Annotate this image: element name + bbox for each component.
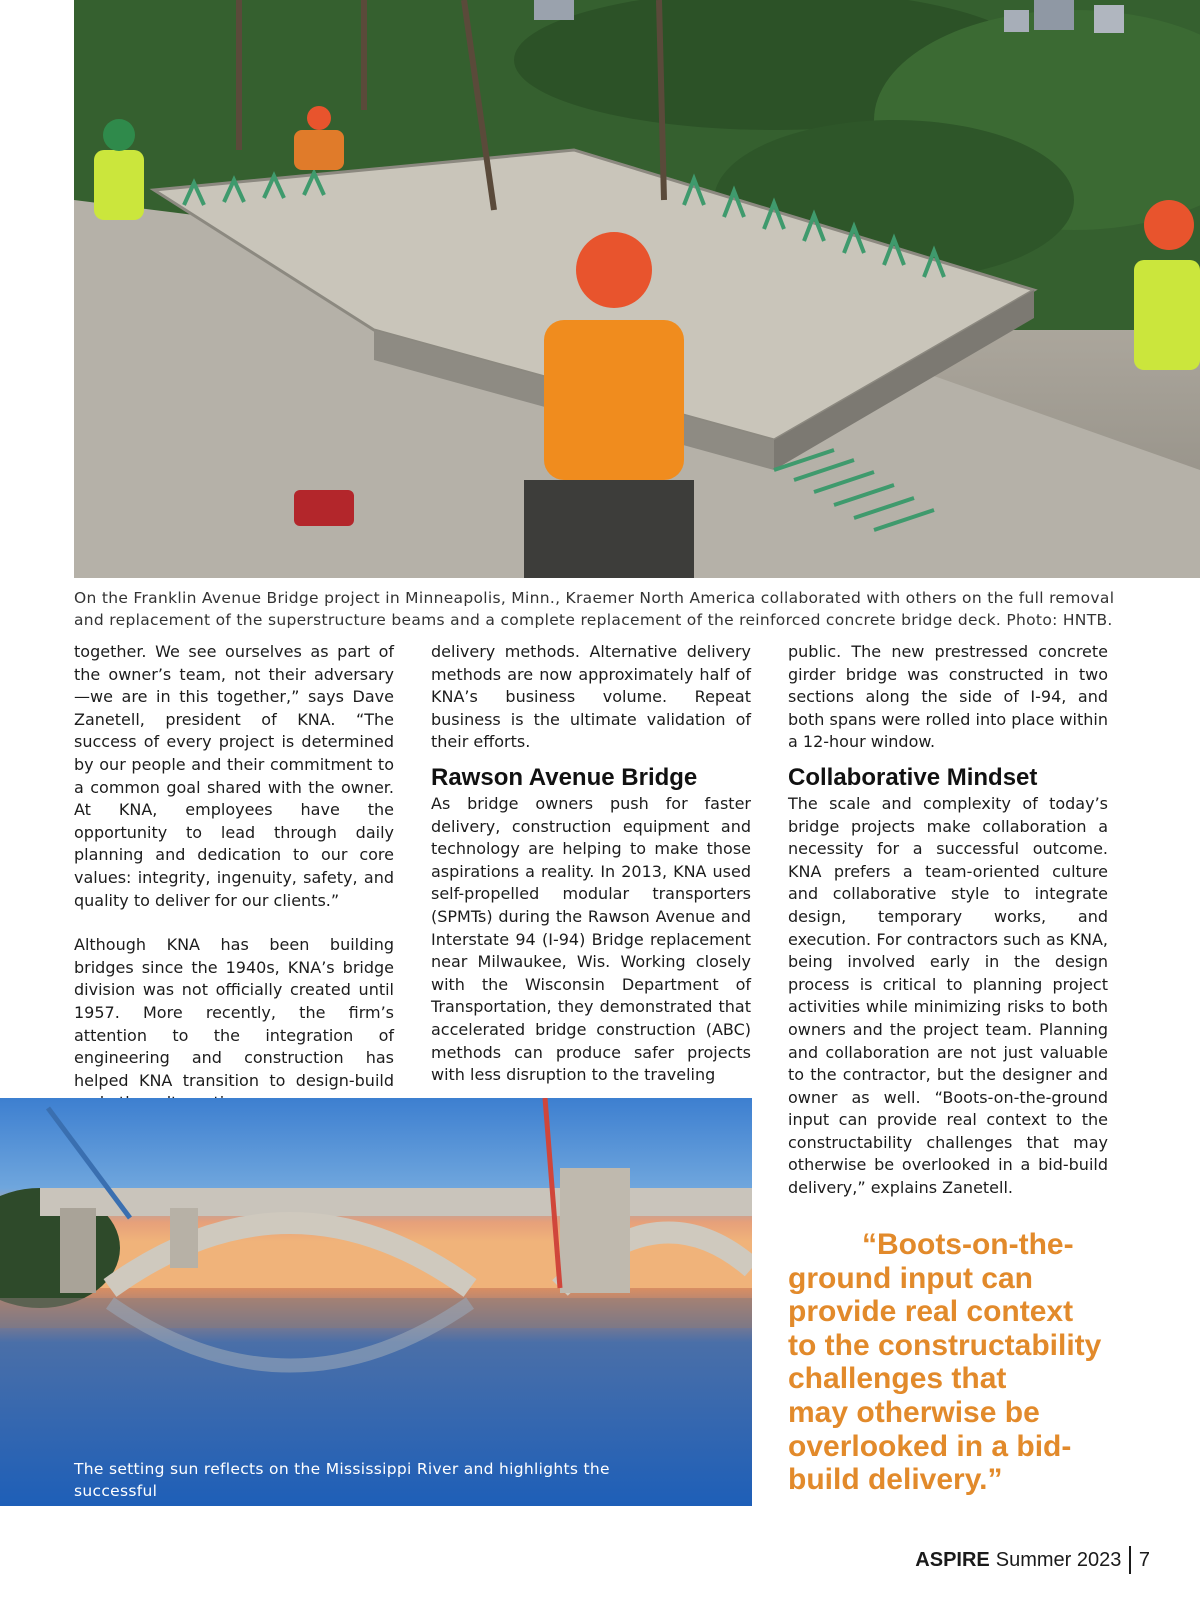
- pull-quote-line: may otherwise be: [788, 1395, 1040, 1429]
- page-footer: [915, 1546, 1150, 1574]
- caption-line: On the Franklin Avenue Bridge project in Minneapolis, Minn., Kraemer North America collaborated with others on the full removal: [74, 589, 1115, 607]
- section-heading-collaborative: Collaborative Mindset: [788, 763, 1038, 791]
- sunset-bridge-illustration: [0, 1098, 752, 1506]
- pull-quote: [788, 1228, 1118, 1497]
- magazine-name: ASPIRE: [915, 1548, 990, 1571]
- paragraph: Although KNA has been building bridges since the 1940s, KNA’s bridge division was not officially created until 1957. More recently, the firm’s attention to the integration of engineering and construction has helped KNA transition to design-build: [74, 935, 394, 1090]
- footer-divider: [1129, 1546, 1131, 1574]
- paragraph: As bridge owners push for faster delivery, construction equipment and technology are helping to make those aspirations a reality. In 2013, KNA used self-propelled modular transporters (SPMTs) during the Rawson Avenue and Interstate 94 (I-94) Bridge replacement near Milwaukee, Wis. Working closely with the Wisconsin Department of Transportation, they demonstrated that accelerated bridge construction (ABC) methods can produce safer projects with less disruption to the traveling: [431, 793, 751, 1085]
- pull-quote-line: “Boots-on-the-: [862, 1228, 1074, 1261]
- article-column-3: [788, 641, 1108, 1200]
- top-photo-caption: [74, 587, 1134, 631]
- bottom-photo-caption: [74, 1458, 694, 1524]
- paragraph: together. We see ourselves as part of the owner’s team, not their adversary—we are in this together,” says Dave Zanetell, president of KNA. “The success of every project is determined by our people and their commitment to a common goal shared with the owner. At KNA, employees have the opportunity to lead through daily planning and dedication to our core values: integrity, ingenuity, safety, and quality to deliver for our clients.”: [74, 642, 394, 910]
- issue-label: Summer 2023: [995, 1548, 1122, 1571]
- page-number: 7: [1138, 1548, 1150, 1571]
- pull-quote-line: build delivery.”: [788, 1463, 1003, 1497]
- paragraph: public. The new prestressed concrete girder bridge was constructed in two sections along the side of I-94, and both spans were rolled into place within a 12-hour window.: [788, 642, 1108, 752]
- pull-quote-line: overlooked in a bid-: [788, 1429, 1072, 1463]
- top-photo: [74, 0, 1200, 578]
- bottom-photo: [0, 1098, 752, 1506]
- pull-quote-line: challenges that: [788, 1362, 1007, 1396]
- pull-quote-line: to the constructability: [788, 1328, 1102, 1362]
- caption-line: and replacement of the superstructure beams and a complete replacement of the reinforced concrete bridge deck. Photo: HNTB.: [74, 611, 1113, 629]
- article-column-1: [74, 641, 394, 1115]
- paragraph: delivery methods. Alternative delivery methods are now approximately half of KNA’s business volume. Repeat business is the ultimate validation of their efforts.: [431, 642, 751, 752]
- section-heading-rawson: Rawson Avenue Bridge: [431, 763, 698, 791]
- paragraph: The scale and complexity of today’s bridge projects make collaboration a necessity for a successful outcome. KNA prefers a team-oriented culture and collaborative style to integrate design, temporary works, and execution. For contractors such as KNA, being involved early in the design process is critical to planning project activities while minimizing risks to both owners and the project team. Planning and collaboration are not just valuable to the contractor, but the designer and owner as well. “Boots-on-the-ground input can provide real context to the constructability challenges that may otherwise be overlooked in a bid-build delivery,” explains Zanetell.: [788, 793, 1108, 1198]
- pull-quote-line: provide real context: [788, 1295, 1074, 1329]
- caption-line: The setting sun reflects on the Mississippi River and highlights the successful: [74, 1460, 610, 1500]
- bridge-deck-construction-illustration: [74, 0, 1200, 578]
- caption-line: rehabilitation of the Franklin Avenue span above. Photo: HNTB.: [74, 1504, 582, 1522]
- pull-quote-line: ground input can: [788, 1261, 1033, 1295]
- article-column-2: [431, 641, 751, 1087]
